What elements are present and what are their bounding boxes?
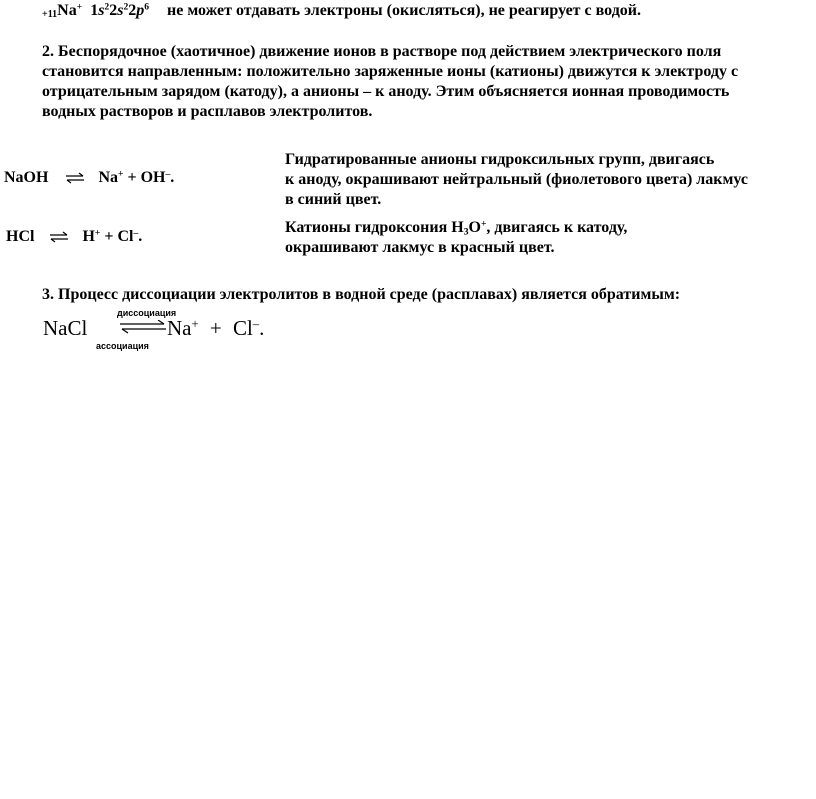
sodium-ion-description: не может отдавать электроны (окисляться), не реагирует с водой. (167, 2, 642, 19)
paragraph-line: отрицательным зарядом (катоду), а анионы – к аноду. Этим объясняется ионная проводимость (42, 83, 730, 100)
nacl-equation (43, 308, 343, 354)
description-line: Гидратированные анионы гидроксильных групп, двигаясь (285, 151, 715, 168)
hcl-equation: HCl H+ + Cl–. (6, 227, 143, 245)
dissociation-label: диссоциация (117, 308, 177, 318)
sodium-cation: Na (167, 316, 192, 340)
electron-configuration: $1s^22s^22p^6$ (90, 1, 150, 19)
sodium-ion: Na (57, 2, 77, 19)
reversible-arrow-icon (64, 172, 86, 184)
hcl-formula: HCl (6, 228, 35, 245)
naoh-description (285, 150, 748, 210)
description-line: окрашивают лакмус в красный цвет. (285, 239, 555, 256)
paragraph-line: становится направленным: положительно заряженные ионы (катионы) движутся к электроду с (42, 63, 739, 80)
sodium-cation-charge: + (191, 317, 199, 332)
chloride-anion: Cl (232, 316, 253, 340)
sodium-ion-charge: + (76, 1, 83, 13)
plus-sign: + (123, 169, 141, 186)
hydroxide-anion-charge: – (165, 168, 171, 180)
description-line: Катионы гидроксония $H_3O^+$, двигаясь к катоду, (285, 218, 628, 238)
plus-sign: + (100, 228, 118, 245)
hcl-description (285, 218, 627, 258)
nuclear-charge: +11 (42, 9, 58, 20)
chloride-anion: Cl (117, 228, 134, 245)
sodium-cation: Na (98, 169, 119, 186)
nacl-products: Na+ + Cl–. (167, 316, 265, 340)
association-label: ассоциация (96, 341, 149, 351)
naoh-equation: NaOH Na+ + OH–. (4, 168, 175, 186)
hydrogen-cation: H (82, 228, 95, 245)
description-line: к аноду, окрашивают нейтральный (фиолетового цвета) лакмус (285, 171, 749, 188)
chloride-anion-charge: – (133, 227, 139, 239)
chloride-anion-charge: – (252, 317, 260, 332)
section-3-heading: 3. Процесс диссоциации электролитов в водной среде (расплавах) является обратимым: (42, 286, 681, 303)
paragraph-line: 2. Беспорядочное (хаотичное) движение ионов в растворе под действием электрического поля (42, 43, 722, 60)
sodium-cation-charge: + (118, 168, 124, 180)
dissociation-reversible-arrow-icon (118, 320, 168, 334)
reversible-arrow-icon (48, 231, 70, 243)
naoh-formula: NaOH (4, 169, 49, 186)
section-2-paragraph (42, 42, 802, 122)
nacl-formula: NaCl (43, 316, 88, 340)
plus-sign: + (209, 316, 222, 340)
paragraph-line: водных растворов и расплавов электролитов. (42, 103, 373, 120)
sodium-ion-line (42, 2, 641, 20)
description-line: в синий цвет. (285, 191, 382, 208)
hydroxide-anion: OH (140, 169, 166, 186)
hydrogen-cation-charge: + (94, 227, 101, 239)
